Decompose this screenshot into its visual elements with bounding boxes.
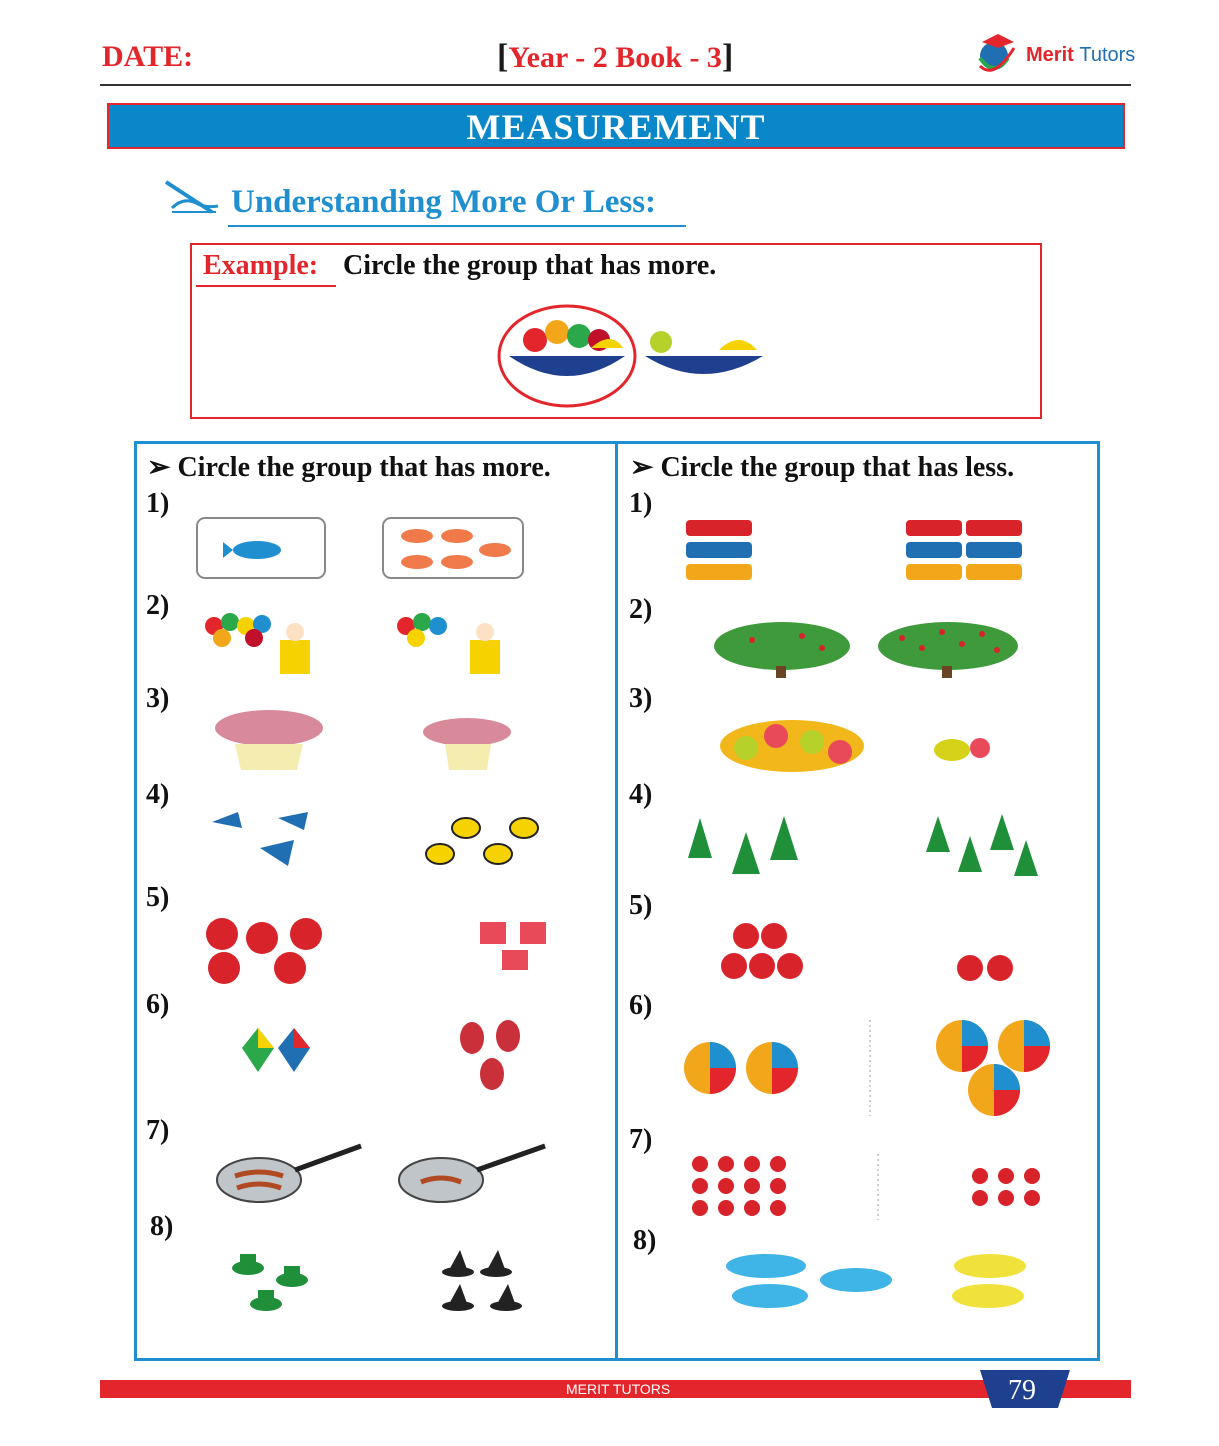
page-title-banner: MEASUREMENT xyxy=(107,103,1125,149)
grid-divider xyxy=(615,441,618,1361)
book-title: Year - 2 Book - 3 xyxy=(508,41,722,74)
footer-brand: MERIT TUTORS xyxy=(566,1381,671,1397)
right-item-number: 5) xyxy=(629,890,653,921)
left-item-number: 3) xyxy=(146,683,170,714)
right-column-heading: ➢ Circle the group that has less. xyxy=(630,452,1015,483)
bracket-close: ] xyxy=(721,38,734,75)
example-colon: : xyxy=(308,250,319,281)
right-item-number: 4) xyxy=(629,779,653,810)
left-item-number: 6) xyxy=(146,989,170,1020)
fish-tanks-image[interactable] xyxy=(195,516,535,580)
example-label xyxy=(203,250,318,282)
fruit-bowls-image xyxy=(495,300,775,412)
birds-image[interactable] xyxy=(716,1250,1046,1312)
section-title: Understanding More Or Less: xyxy=(231,184,657,220)
clown-balloons-image[interactable] xyxy=(200,612,530,678)
left-item-number: 1) xyxy=(146,488,170,519)
kites-balloons-image[interactable] xyxy=(240,1018,530,1106)
book-label xyxy=(497,38,733,76)
flower-pots-image[interactable] xyxy=(205,704,525,772)
right-item-number: 2) xyxy=(629,594,653,625)
example-underline xyxy=(196,285,336,287)
left-column-heading: ➢ Circle the group that has more. xyxy=(147,452,551,483)
example-instruction: Circle the group that has more. xyxy=(343,250,717,281)
header-rule xyxy=(100,84,1131,86)
right-item-number: 8) xyxy=(633,1225,657,1256)
page-number: 79 xyxy=(1008,1375,1036,1406)
right-item-number: 3) xyxy=(629,683,653,714)
sausage-pans-image[interactable] xyxy=(215,1140,565,1206)
apple-trees-image[interactable] xyxy=(712,618,1022,680)
pencil-hand-icon xyxy=(162,178,222,218)
left-item-number: 2) xyxy=(146,590,170,621)
red-balls-image[interactable] xyxy=(718,918,1018,986)
ladybugs-image[interactable] xyxy=(688,1152,1048,1222)
cars-image[interactable] xyxy=(684,518,1034,582)
section-title-underline xyxy=(228,225,686,227)
right-item-number: 7) xyxy=(629,1124,653,1155)
left-item-number: 4) xyxy=(146,779,170,810)
bracket-open: [ xyxy=(497,38,509,75)
hats-image[interactable] xyxy=(228,1248,528,1316)
butterflies-bees-image[interactable] xyxy=(208,808,558,874)
example-word: Example xyxy=(203,250,309,281)
logo-word-merit: Merit xyxy=(1026,44,1074,66)
logo-word-tutors: Tutors xyxy=(1079,44,1136,66)
date-label: DATE: xyxy=(102,40,194,73)
left-item-number: 7) xyxy=(146,1115,170,1146)
pine-trees-image[interactable] xyxy=(686,812,1046,884)
right-item-number: 6) xyxy=(629,990,653,1021)
left-item-number: 8) xyxy=(150,1211,174,1242)
right-item-number: 1) xyxy=(629,488,653,519)
logo-text xyxy=(1026,44,1135,67)
fruit-piles-image[interactable] xyxy=(716,712,1006,774)
left-item-number: 5) xyxy=(146,882,170,913)
apples-jellies-image[interactable] xyxy=(204,912,564,986)
beach-balls-image[interactable] xyxy=(682,1018,1052,1118)
